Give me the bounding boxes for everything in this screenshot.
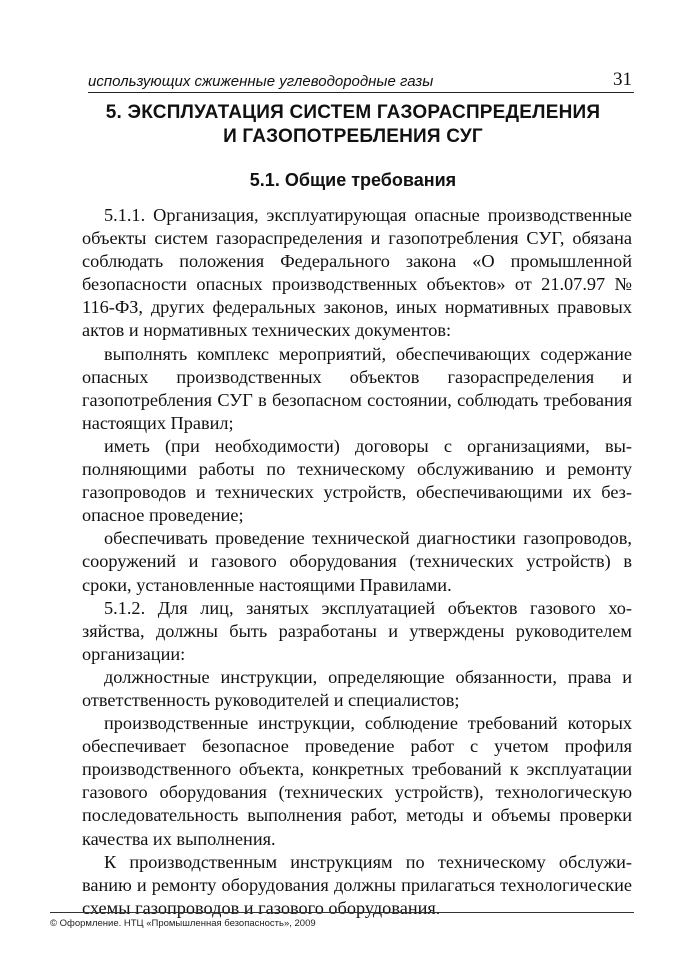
- paragraph-5-1-2: 5.1.2. Для лиц, занятых эксплуатацией объектов газового хозяйства, должны быть разработаны и утверждены руководителем организации:: [82, 597, 632, 664]
- section-title: 5.1. Общие требования: [249, 170, 457, 190]
- paragraph-item-job-instructions: должностные инструкции, определяющие обязанности, права и ответственность руководителей и специалистов;: [82, 666, 632, 710]
- footer-copyright: © Оформление. НТЦ «Промышленная безопасность», 2009: [50, 918, 316, 929]
- paragraph-item-production-instructions: производственные инструкции, соблюдение требований которых обеспечивает безопасное проведение работ с учетом профиля производственного объекта, конкретных требований к эксплуатации газового оборудования (технических устройств), технологическую последовательность выполнения работ, методы и объемы проверки качества их выполнения.: [82, 713, 632, 849]
- paragraph-schemes: К производственным инструкциям по техническому обслуживанию и ремонту оборудования должны прилагаться технологические схемы газопроводов и газового оборудования.: [82, 851, 632, 918]
- chapter-title-line-1: 5. ЭКСПЛУАТАЦИЯ СИСТЕМ ГАЗОРАСПРЕДЕЛЕНИЯ: [105, 102, 601, 123]
- paragraph-item-maintain: выполнять комплекс мероприятий, обеспечивающих содержание опасных производственных объектов газораспределения и газопотребления СУГ в безопасном состоянии, соблюдать требования настоящих Правил;: [82, 343, 632, 433]
- paragraph-item-diagnostics: обеспечивать проведение технической диагностики газопроводов, сооружений и газового оборудования (технических устройств) в сроки, установленные настоящими Правилами.: [82, 528, 632, 595]
- chapter-title-line-2: И ГАЗОПОТРЕБЛЕНИЯ СУГ: [223, 126, 483, 147]
- running-title: использующих сжиженные углеводородные газы: [88, 73, 434, 90]
- body-text: [82, 204, 632, 920]
- footer-rule: [50, 912, 160, 913]
- chapter-title: [72, 101, 634, 149]
- running-header: [88, 70, 634, 93]
- page-number: 31: [613, 69, 632, 90]
- paragraph-item-contracts: иметь (при необходимости) договоры с организациями, выполняющими работы по техническому обслуживанию и ремонту газопроводов и технических устройств, обеспечивающими их безопасное проведение;: [82, 435, 632, 526]
- footer-rule-extended: [160, 912, 634, 913]
- paragraph-5-1-1: 5.1.1. Организация, эксплуатирующая опасные производственные объекты систем газораспределения и газопотребления СУГ, обязана соблюдать положения Федерального закона «О промышленной безопасности опасных производственных объектов» от 21.07.97 № 116-ФЗ, других федеральных законов, иных нормативных правовых актов и нормативных технических документов:: [82, 205, 632, 341]
